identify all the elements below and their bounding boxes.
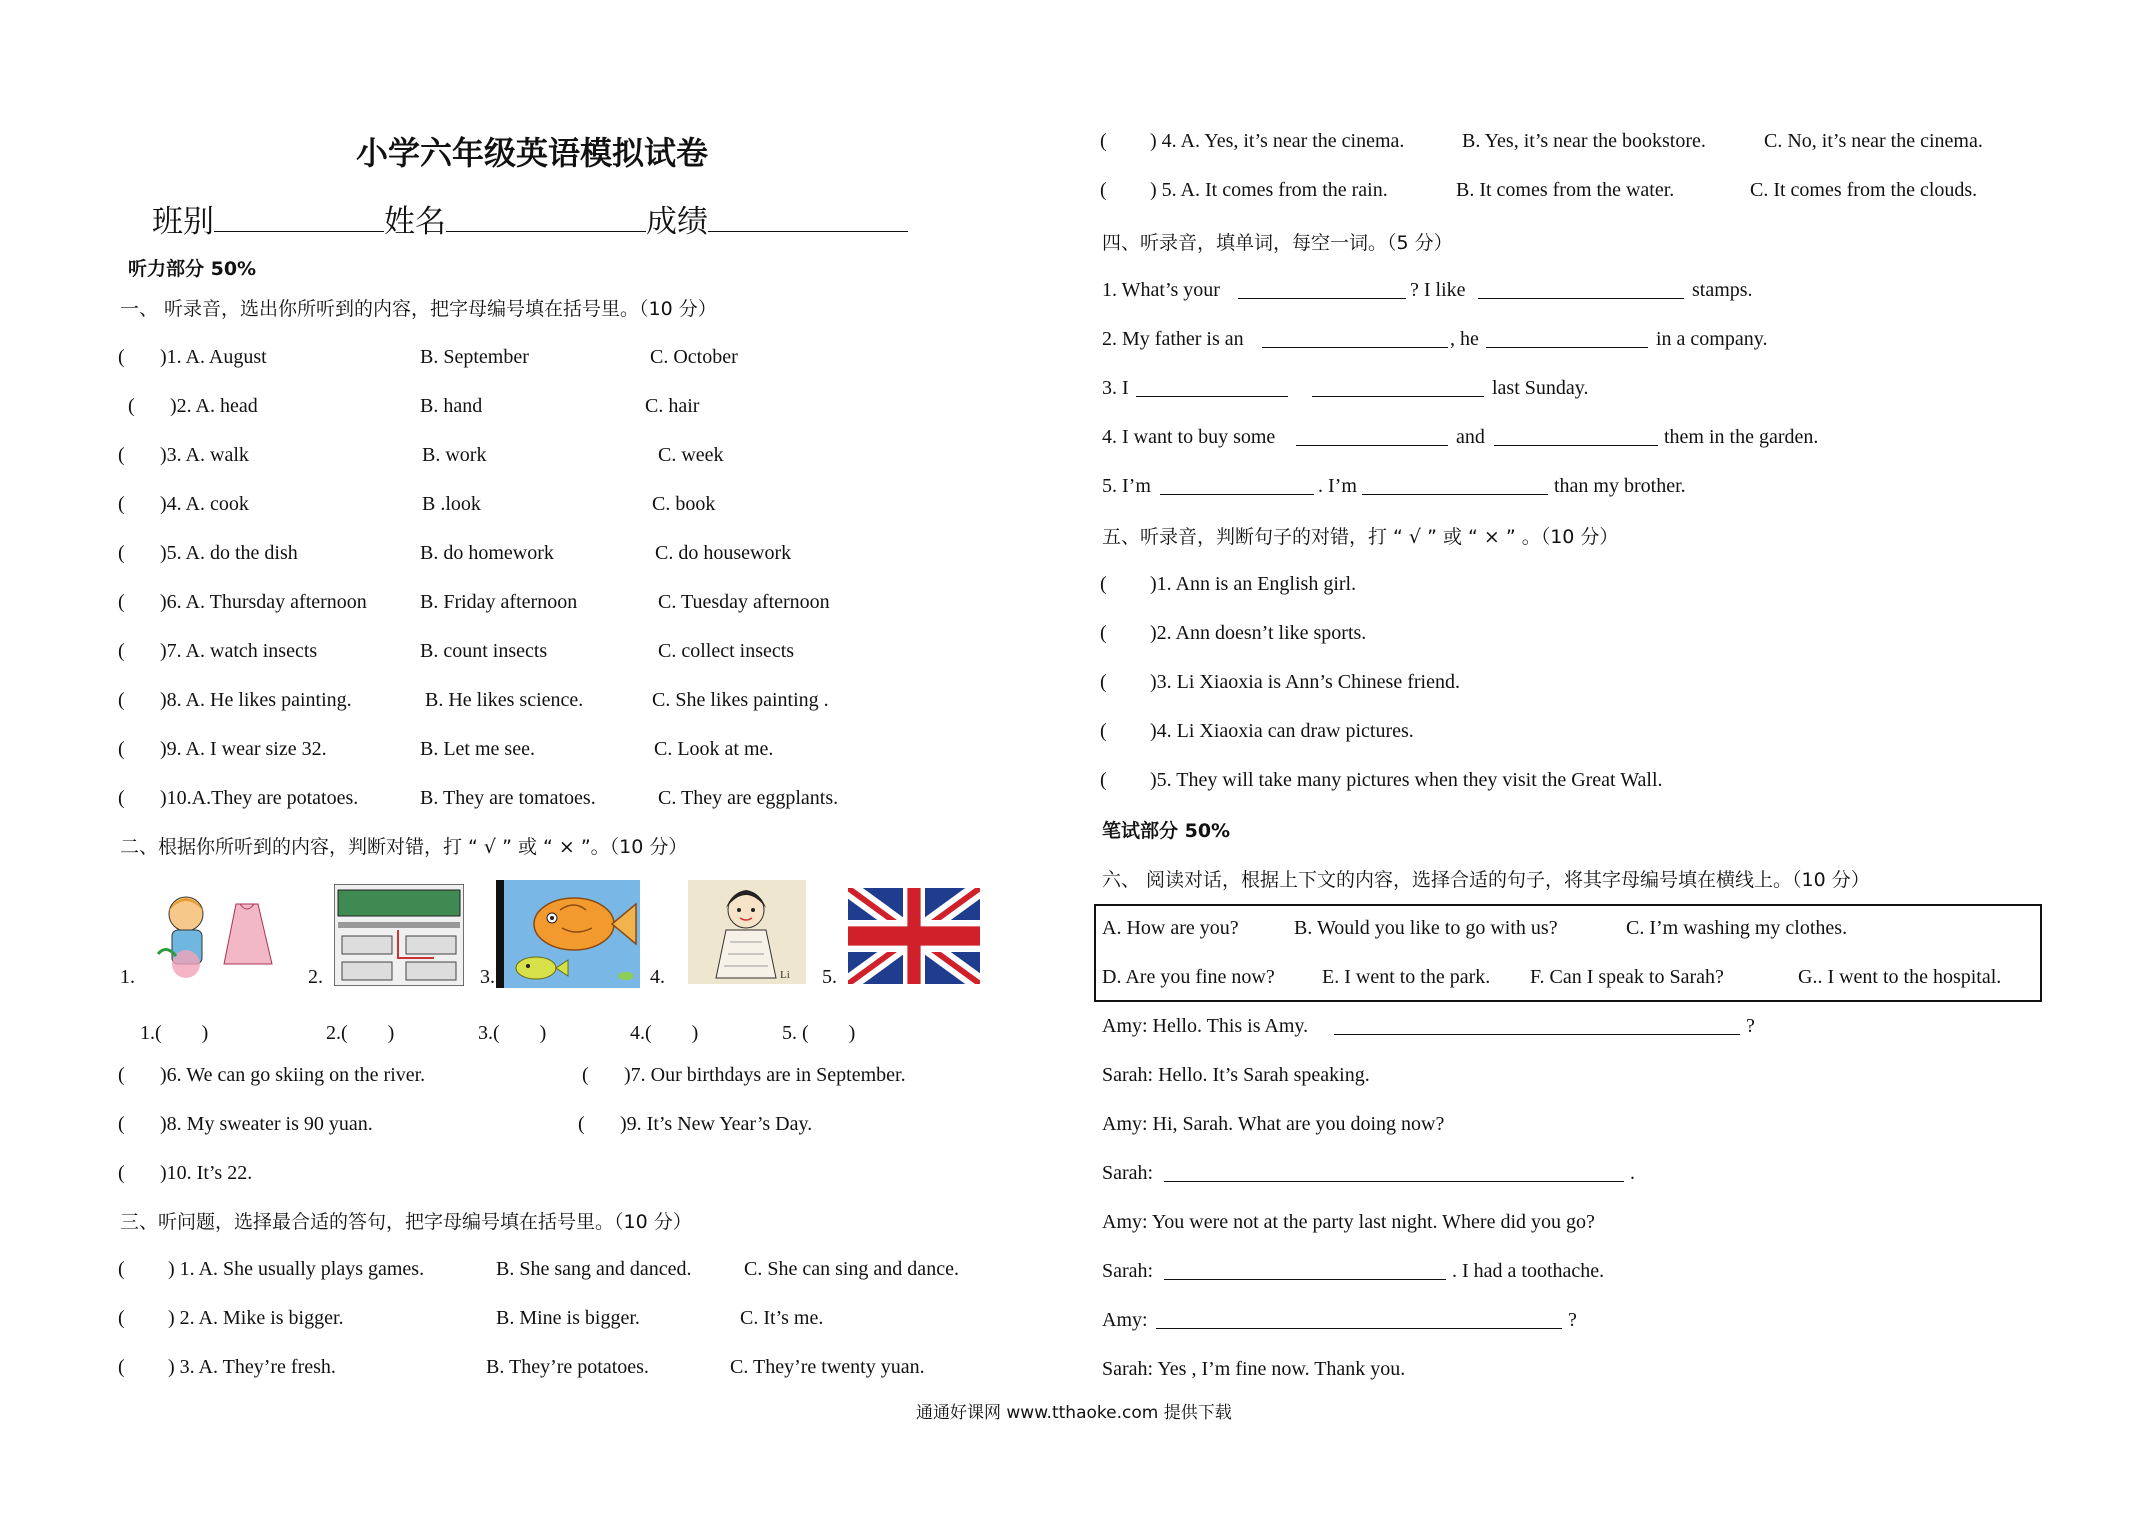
picture-number: 1. — [120, 966, 135, 988]
answer-blank[interactable] — [1478, 280, 1684, 299]
answer-paren[interactable]: ( — [1100, 622, 1107, 644]
question-option-a: ) 4. A. Yes, it’s near the cinema. — [1150, 130, 1405, 152]
listening-header: 听力部分 50% — [128, 258, 257, 280]
question-option-a: )7. A. watch insects — [160, 640, 318, 662]
statement-text: )9. It’s New Year’s Day. — [620, 1113, 813, 1135]
answer-paren[interactable]: ( — [118, 1307, 125, 1329]
answer-paren[interactable]: ( — [118, 1162, 125, 1184]
dialog-text: Sarah: Hello. It’s Sarah speaking. — [1102, 1064, 1370, 1086]
answer-paren[interactable]: 3.( ) — [478, 1022, 547, 1044]
fill-text: 4. I want to buy some — [1102, 426, 1276, 448]
section-6-title: 六、 阅读对话，根据上下文的内容，选择合适的句子，将其字母编号填在横线上。（10 分） — [1102, 869, 1870, 891]
answer-paren[interactable]: ( — [118, 1258, 125, 1280]
option-item: B. Would you like to go with us? — [1294, 917, 1558, 939]
question-option-b: B. Friday afternoon — [420, 591, 578, 613]
question-option-a: )5. A. do the dish — [160, 542, 298, 564]
question-option-c: C. They are eggplants. — [658, 787, 839, 809]
answer-paren[interactable]: ( — [118, 1113, 125, 1135]
dialog-text: Amy: Hi, Sarah. What are you doing now? — [1102, 1113, 1445, 1135]
fill-text: them in the garden. — [1664, 426, 1819, 448]
fill-text: stamps. — [1692, 279, 1753, 301]
answer-paren[interactable]: ( — [582, 1064, 589, 1086]
answer-blank[interactable] — [1160, 476, 1314, 495]
written-header: 笔试部分 50% — [1102, 820, 1231, 842]
fill-text: 3. I — [1102, 377, 1129, 399]
section-4-title: 四、听录音，填单词，每空一词。（5 分） — [1102, 232, 1453, 254]
answer-blank[interactable] — [1164, 1163, 1624, 1182]
option-item: D. Are you fine now? — [1102, 966, 1275, 988]
answer-paren[interactable]: 5. ( ) — [782, 1022, 856, 1044]
question-option-a: )6. A. Thursday afternoon — [160, 591, 367, 613]
question-option-b: B. Mine is bigger. — [496, 1307, 640, 1329]
question-option-b: B .look — [422, 493, 481, 515]
statement-text: )6. We can go skiing on the river. — [160, 1064, 426, 1086]
answer-blank[interactable] — [1486, 329, 1648, 348]
union-jack-flag-picture — [848, 888, 980, 984]
fill-text: last Sunday. — [1492, 377, 1589, 399]
question-option-c: C. Tuesday afternoon — [658, 591, 830, 613]
question-option-a: ) 1. A. She usually plays games. — [168, 1258, 425, 1280]
option-item: C. I’m washing my clothes. — [1626, 917, 1848, 939]
question-option-b: B. It comes from the water. — [1456, 179, 1675, 201]
fish-picture — [496, 880, 640, 988]
fill-text: and — [1456, 426, 1485, 448]
picture-number: 2. — [308, 966, 323, 988]
answer-paren[interactable]: ( — [118, 689, 125, 711]
answer-blank[interactable] — [1136, 378, 1288, 397]
fill-text: 1. What’s your — [1102, 279, 1220, 301]
page-title: 小学六年级英语模拟试卷 — [356, 134, 709, 172]
answer-paren[interactable]: ( — [118, 1356, 125, 1378]
dialog-end: . I had a toothache. — [1452, 1260, 1605, 1282]
fill-text: . I’m — [1318, 475, 1357, 497]
question-option-b: B. hand — [420, 395, 483, 417]
dialog-text: Amy: Hello. This is Amy. — [1102, 1015, 1309, 1037]
name-blank[interactable] — [446, 213, 646, 232]
answer-paren[interactable]: ( — [1100, 130, 1107, 152]
question-option-b: B. She sang and danced. — [496, 1258, 692, 1280]
answer-blank[interactable] — [1238, 280, 1406, 299]
class-blank[interactable] — [214, 213, 384, 232]
question-option-a: )10.A.They are potatoes. — [160, 787, 359, 809]
question-option-a: )1. A. August — [160, 346, 267, 368]
question-option-a: ) 2. A. Mike is bigger. — [168, 1307, 344, 1329]
dialog-text: Sarah: — [1102, 1162, 1154, 1184]
answer-blank[interactable] — [1362, 476, 1548, 495]
question-option-c: C. She can sing and dance. — [744, 1258, 959, 1280]
footer-text: 通通好课网 www.tthaoke.com 提供下载 — [916, 1403, 1232, 1423]
answer-paren[interactable]: ( — [118, 591, 125, 613]
question-option-b: B. September — [420, 346, 529, 368]
answer-paren[interactable]: 4.( ) — [630, 1022, 699, 1044]
dialog-end: . — [1630, 1162, 1635, 1184]
option-item: A. How are you? — [1102, 917, 1239, 939]
question-option-c: C. collect insects — [658, 640, 795, 662]
question-option-b: B. Let me see. — [420, 738, 535, 760]
question-option-a: )8. A. He likes painting. — [160, 689, 352, 711]
fill-text: 5. I’m — [1102, 475, 1151, 497]
answer-paren[interactable]: ( — [118, 640, 125, 662]
dialog-text: Sarah: Yes , I’m fine now. Thank you. — [1102, 1358, 1406, 1380]
question-option-c: C. It’s me. — [740, 1307, 824, 1329]
answer-paren[interactable]: ( — [1100, 769, 1107, 791]
question-option-a: )9. A. I wear size 32. — [160, 738, 327, 760]
option-item: F. Can I speak to Sarah? — [1530, 966, 1724, 988]
answer-paren[interactable]: ( — [118, 444, 125, 466]
fill-text: , he — [1450, 328, 1479, 350]
answer-paren[interactable]: ( — [118, 1064, 125, 1086]
question-option-c: C. hair — [645, 395, 700, 417]
picture-number: 3. — [480, 966, 495, 988]
question-option-b: B. do homework — [420, 542, 554, 564]
picture-number: 4. — [650, 966, 665, 988]
answer-blank[interactable] — [1156, 1310, 1562, 1329]
question-option-c: C. Look at me. — [654, 738, 774, 760]
statement-text: )4. Li Xiaoxia can draw pictures. — [1150, 720, 1414, 742]
question-option-b: B. He likes science. — [425, 689, 584, 711]
fill-text: 2. My father is an — [1102, 328, 1244, 350]
question-option-c: C. week — [658, 444, 724, 466]
answer-paren[interactable]: ( — [578, 1113, 585, 1135]
question-option-a: )2. A. head — [170, 395, 258, 417]
option-item: E. I went to the park. — [1322, 966, 1491, 988]
answer-paren[interactable]: ( — [118, 346, 125, 368]
answer-blank[interactable] — [1262, 329, 1448, 348]
section-3-title: 三、听问题，选择最合适的答句，把字母编号填在括号里。（10 分） — [120, 1211, 692, 1233]
class-label: 班别 — [152, 204, 214, 240]
question-option-c: C. book — [652, 493, 716, 515]
answer-paren[interactable]: ( — [128, 395, 135, 417]
question-option-c: C. No, it’s near the cinema. — [1764, 130, 1983, 152]
question-option-a: )4. A. cook — [160, 493, 249, 515]
dialog-text: Amy: You were not at the party last night. Where did you go? — [1102, 1211, 1595, 1233]
answer-paren[interactable]: ( — [1100, 179, 1107, 201]
statement-text: )3. Li Xiaoxia is Ann’s Chinese friend. — [1150, 671, 1460, 693]
question-option-b: B. They’re potatoes. — [486, 1356, 649, 1378]
student-info-line — [152, 196, 908, 241]
answer-blank[interactable] — [1296, 427, 1448, 446]
question-option-a: ) 3. A. They’re fresh. — [168, 1356, 336, 1378]
statement-text: )7. Our birthdays are in September. — [624, 1064, 906, 1086]
question-option-c: C. do housework — [655, 542, 792, 564]
answer-blank[interactable] — [1494, 427, 1658, 446]
answer-paren[interactable]: 1.( ) — [140, 1022, 209, 1044]
answer-paren[interactable]: ( — [118, 787, 125, 809]
statement-text: )5. They will take many pictures when they visit the Great Wall. — [1150, 769, 1663, 791]
answer-paren[interactable]: ( — [118, 493, 125, 515]
question-option-c: C. October — [650, 346, 738, 368]
question-option-b: B. Yes, it’s near the bookstore. — [1462, 130, 1706, 152]
answer-paren[interactable]: ( — [1100, 671, 1107, 693]
answer-paren[interactable]: 2.( ) — [326, 1022, 395, 1044]
picture-caption: Li — [780, 969, 790, 981]
question-option-c: C. It comes from the clouds. — [1750, 179, 1978, 201]
answer-blank[interactable] — [1312, 378, 1484, 397]
name-label: 姓名 — [384, 204, 446, 240]
statement-text: )10. It’s 22. — [160, 1162, 253, 1184]
question-option-c: C. She likes painting . — [652, 689, 829, 711]
question-option-b: B. They are tomatoes. — [420, 787, 596, 809]
option-item: G.. I went to the hospital. — [1798, 966, 2002, 988]
answer-paren[interactable]: ( — [118, 738, 125, 760]
road-map-picture — [334, 884, 464, 986]
section-1-title: 一、 听录音，选出你所听到的内容，把字母编号填在括号里。（10 分） — [120, 298, 717, 320]
fill-text: than my brother. — [1554, 475, 1686, 497]
dialog-end: ? — [1568, 1309, 1577, 1331]
fill-text: ? I like — [1410, 279, 1466, 301]
answer-blank[interactable] — [1334, 1016, 1740, 1035]
dialog-end: ? — [1746, 1015, 1755, 1037]
statement-text: )8. My sweater is 90 yuan. — [160, 1113, 373, 1135]
score-blank[interactable] — [708, 213, 908, 232]
section-2-title: 二、根据你所听到的内容，判断对错，打 “ √ ” 或 “ × ”。（10 分） — [120, 836, 688, 858]
girl-drawing-picture — [688, 880, 806, 984]
answer-paren[interactable]: ( — [1100, 573, 1107, 595]
picture-number: 5. — [822, 966, 837, 988]
statement-text: )2. Ann doesn’t like sports. — [1150, 622, 1367, 644]
answer-paren[interactable]: ( — [118, 542, 125, 564]
answer-blank[interactable] — [1164, 1261, 1446, 1280]
answer-paren[interactable]: ( — [1100, 720, 1107, 742]
girls-clothes-picture — [146, 884, 296, 986]
section-5-title: 五、听录音，判断句子的对错，打 “ √ ” 或 “ × ” 。（10 分） — [1102, 526, 1619, 548]
fill-text: in a company. — [1656, 328, 1768, 350]
question-option-a: )3. A. walk — [160, 444, 249, 466]
question-option-b: B. count insects — [420, 640, 548, 662]
statement-text: )1. Ann is an English girl. — [1150, 573, 1357, 595]
question-option-c: C. They’re twenty yuan. — [730, 1356, 925, 1378]
question-option-a: ) 5. A. It comes from the rain. — [1150, 179, 1388, 201]
question-option-b: B. work — [422, 444, 487, 466]
dialog-text: Sarah: — [1102, 1260, 1154, 1282]
dialog-text: Amy: — [1102, 1309, 1148, 1331]
score-label: 成绩 — [646, 204, 708, 240]
